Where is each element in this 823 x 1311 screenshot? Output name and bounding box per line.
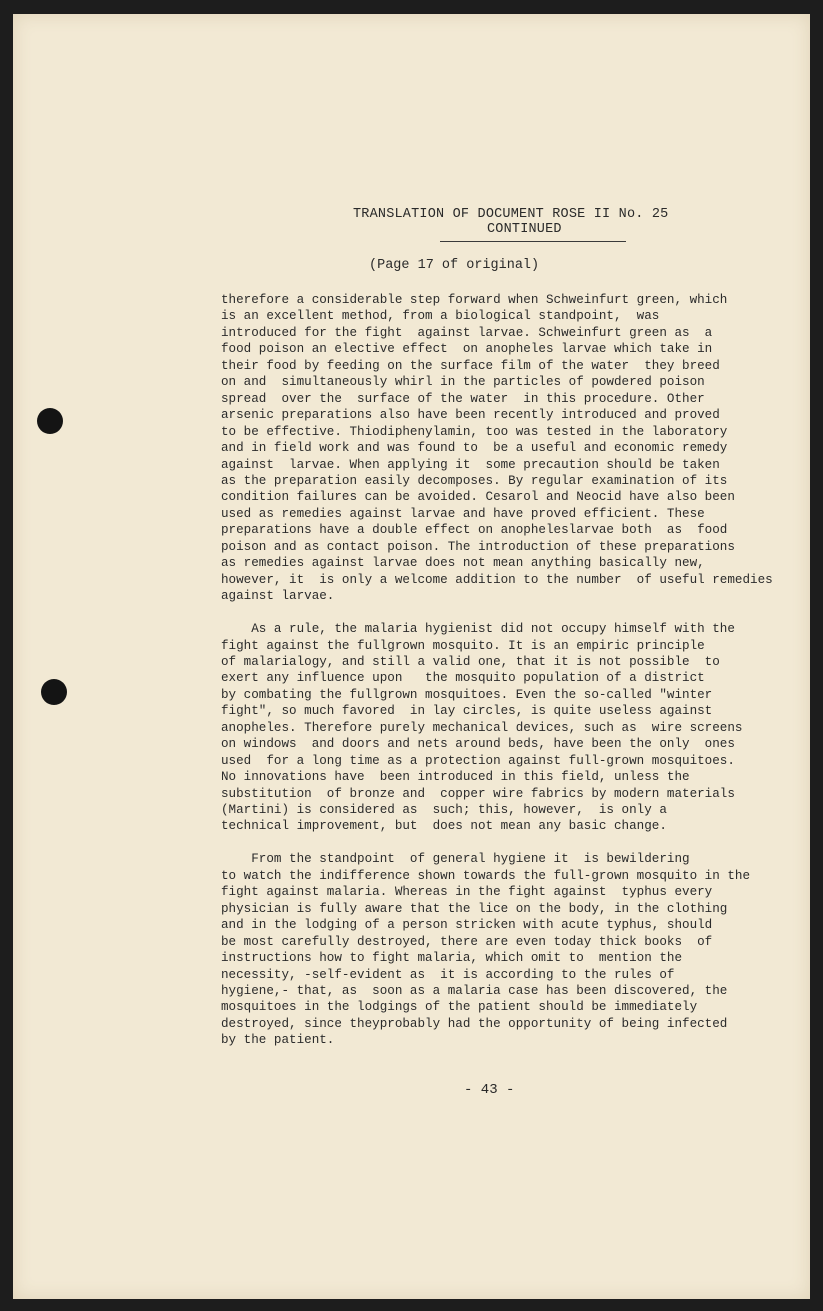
text-line: poison and as contact poison. The introduction of these preparations [221,539,735,554]
text-line: on windows and doors and nets around beds, have been the only ones [221,737,735,752]
heading-title: TRANSLATION OF DOCUMENT ROSE II No. 25 [353,207,669,222]
text-line: destroyed, since theyprobably had the opportunity of being infected [221,1016,728,1031]
page-reference: (Page 17 of original) [369,258,540,273]
text-line: to be effective. Thiodiphenylamin, too was tested in the laboratory [221,424,728,439]
text-line: be most carefully destroyed, there are even today thick books of [221,934,713,949]
document-heading [313,207,693,237]
text-line: physician is fully aware that the lice on the body, in the clothing [221,901,728,916]
text-line: however, it is only a welcome addition to the number of useful remedies [221,572,773,587]
text-line: No innovations have been introduced in this field, unless the [221,770,690,785]
punch-hole [41,679,67,705]
text-line: anopheles. Therefore purely mechanical devices, such as wire screens [221,720,743,735]
text-line: to watch the indifference shown towards the full-grown mosquito in the [221,868,751,883]
text-line: as remedies against larvae does not mean anything basically new, [221,556,705,571]
text-line: is an excellent method, from a biological standpoint, was [221,309,660,324]
text-line: used for a long time as a protection against full-grown mosquitoes. [221,753,735,768]
body-text [221,292,821,1065]
text-line: instructions how to fight malaria, which omit to mention the [221,951,683,966]
paragraph [221,292,821,605]
text-line: and in field work and was found to be a useful and economic remedy [221,441,728,456]
paragraph [221,621,821,835]
punch-hole [37,408,63,434]
text-line: (Martini) is considered as such; this, however, is only a [221,803,667,818]
text-line: technical improvement, but does not mean any basic change. [221,819,667,834]
text-line: against larvae. When applying it some precaution should be taken [221,457,720,472]
text-line: As a rule, the malaria hygienist did not occupy himself with the [221,622,735,637]
text-line: as the preparation easily decomposes. By regular examination of its [221,473,728,488]
text-line: hygiene,- that, as soon as a malaria case has been discovered, the [221,984,728,998]
text-line: by combating the fullgrown mosquitoes. Even the so-called "winter [221,687,713,702]
text-line: spread over the surface of the water in this procedure. Other [221,391,705,406]
document-page [13,14,810,1299]
text-line: fight against the fullgrown mosquito. It is an empiric principle [221,638,705,653]
text-line: therefore a considerable step forward when Schweinfurt green, which [221,293,728,307]
text-line: From the standpoint of general hygiene it is bewildering [221,852,690,867]
text-line: condition failures can be avoided. Cesarol and Neocid have also been [221,490,735,505]
text-line: preparations have a double effect on anopheleslarvae both as food [221,523,728,538]
text-line: food poison an elective effect on anopheles larvae which take in [221,342,713,357]
text-line: fight", so much favored in lay circles, is quite useless against [221,704,713,719]
text-line: fight against malaria. Whereas in the fight against typhus every [221,885,713,900]
text-line: and in the lodging of a person stricken with acute typhus, should [221,918,713,933]
heading-underline [440,241,626,242]
text-line: of malarialogy, and still a valid one, that it is not possible to [221,654,720,669]
text-line: mosquitoes in the lodgings of the patient should be immediately [221,1000,698,1015]
text-line: by the patient. [221,1033,335,1048]
text-line: necessity, -self-evident as it is according to the rules of [221,967,675,982]
text-line: used as remedies against larvae and have proved efficient. These [221,506,705,521]
text-line: substitution of bronze and copper wire fabrics by modern materials [221,786,735,801]
text-line: arsenic preparations also have been recently introduced and proved [221,408,720,423]
paragraph [221,851,821,1048]
page-number: - 43 - [464,1082,515,1098]
text-line: their food by feeding on the surface film of the water they breed [221,358,720,373]
text-line: introduced for the fight against larvae. Schweinfurt green as a [221,325,713,340]
text-line: against larvae. [221,589,335,604]
text-line: on and simultaneously whirl in the particles of powdered poison [221,375,705,390]
heading-continued: CONTINUED [487,222,562,237]
text-line: exert any influence upon the mosquito population of a district [221,671,705,686]
